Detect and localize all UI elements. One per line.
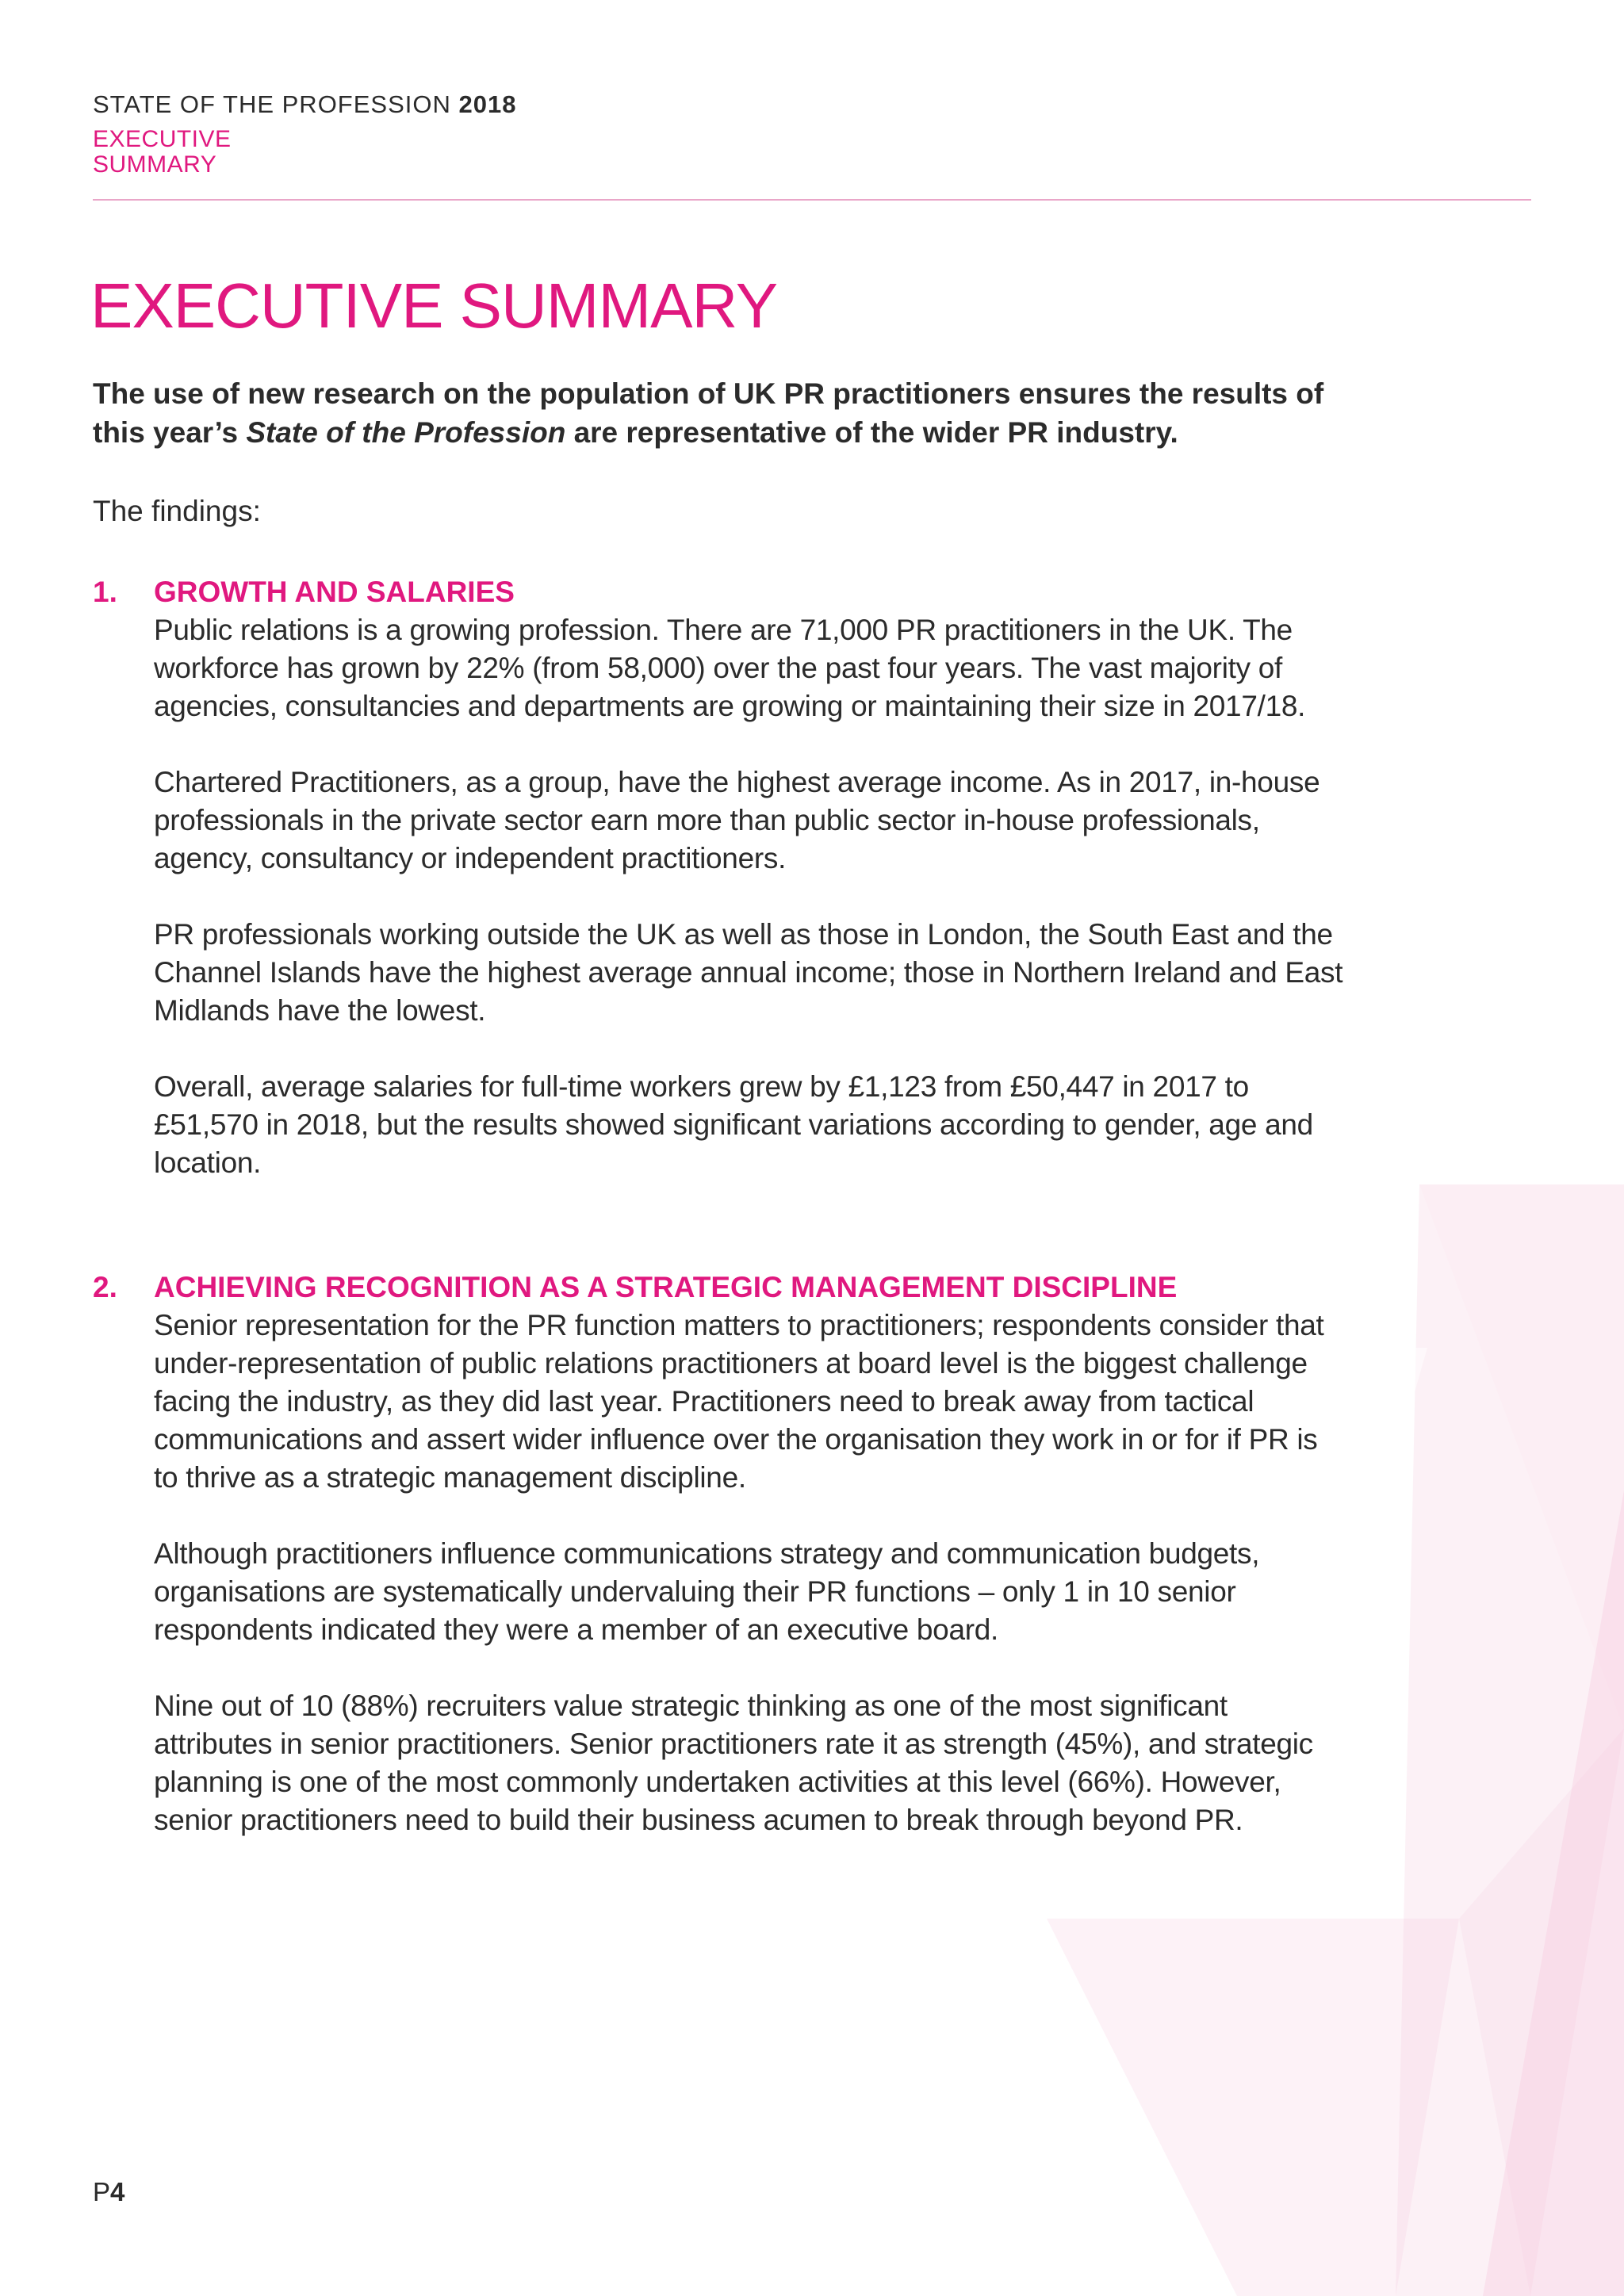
running-head	[93, 89, 516, 178]
section-body	[154, 611, 1343, 1182]
section-heading	[93, 572, 1330, 611]
paragraph: PR professionals working outside the UK as well as those in London, the South East and the Channel Islands have the highest average annual income; those in Northern Ireland and East Midlands have the lowest.	[154, 918, 1343, 1027]
page-number	[93, 2177, 124, 2207]
paragraph: Public relations is a growing profession. There are 71,000 PR practitioners in the UK. The workforce has grown by 22% (from 58,000) over the past four years. The vast majority of agencies, consultancies and departments are growing or maintaining their size in 2017/18.	[154, 614, 1306, 722]
lead-publication-title: State of the Profession	[246, 416, 566, 449]
section-body	[154, 1307, 1343, 1839]
header-divider	[93, 199, 1531, 201]
section-number: 1.	[93, 576, 117, 608]
running-head-year: 2018	[458, 90, 517, 118]
running-head-title	[93, 89, 516, 121]
paragraph: Overall, average salaries for full-time workers grew by £1,123 from £50,447 in 2017 to £51,570 in 2018, but the results showed significant variations according to gender, age and location.	[154, 1070, 1313, 1179]
lead-text-before: The use of new research on the population of UK PR practitioners ensures the results of this year’s	[93, 377, 1324, 449]
paragraph: Nine out of 10 (88%) recruiters value strategic thinking as one of the most significant attributes in senior practitioners. Senior practitioners rate it as strength (45%), and strategic planning is one of the most commonly undertaken activities at this level (66%). However, senior practitioners need to build their business acumen to break through beyond PR.	[154, 1689, 1313, 1836]
page-title: EXECUTIVE SUMMARY	[90, 270, 778, 341]
section-strategic-management-discipline	[93, 1268, 1330, 1839]
paragraph: Senior representation for the PR function matters to practitioners; respondents consider that under-representation of public relations practitioners at board level is the biggest challenge facing the industry, as they did last year. Practitioners need to break away from tactical communications and assert wider influence over the organisation they work in or for if PR is to thrive as a strategic management discipline.	[154, 1309, 1324, 1494]
lead-text-after: are representative of the wider PR industry.	[565, 416, 1178, 449]
paragraph: Although practitioners influence communications strategy and communication budgets, organisations are systematically undervaluing their PR functions – only 1 in 10 senior respondents indicated they were a member of an executive board.	[154, 1537, 1260, 1646]
intro-text: The findings:	[93, 495, 261, 527]
running-head-section-line2: SUMMARY	[93, 151, 217, 178]
section-title: ACHIEVING RECOGNITION AS A STRATEGIC MANAGEMENT DISCIPLINE	[154, 1271, 1178, 1303]
section-title: GROWTH AND SALARIES	[154, 576, 515, 608]
section-growth-and-salaries	[93, 572, 1343, 1182]
section-number: 2.	[93, 1271, 117, 1303]
running-head-section	[93, 127, 516, 178]
running-head-title-text: STATE OF THE PROFESSION	[93, 90, 459, 118]
lead-paragraph	[93, 374, 1330, 452]
page-number-prefix: P	[93, 2177, 111, 2206]
paragraph: Chartered Practitioners, as a group, have the highest average income. As in 2017, in-house professionals in the private sector earn more than public sector in-house professionals, agency, consultancy or independent practitioners.	[154, 766, 1320, 874]
page-number-value: 4	[110, 2177, 125, 2206]
section-heading	[93, 1268, 1330, 1307]
running-head-section-line1: EXECUTIVE	[93, 126, 232, 152]
